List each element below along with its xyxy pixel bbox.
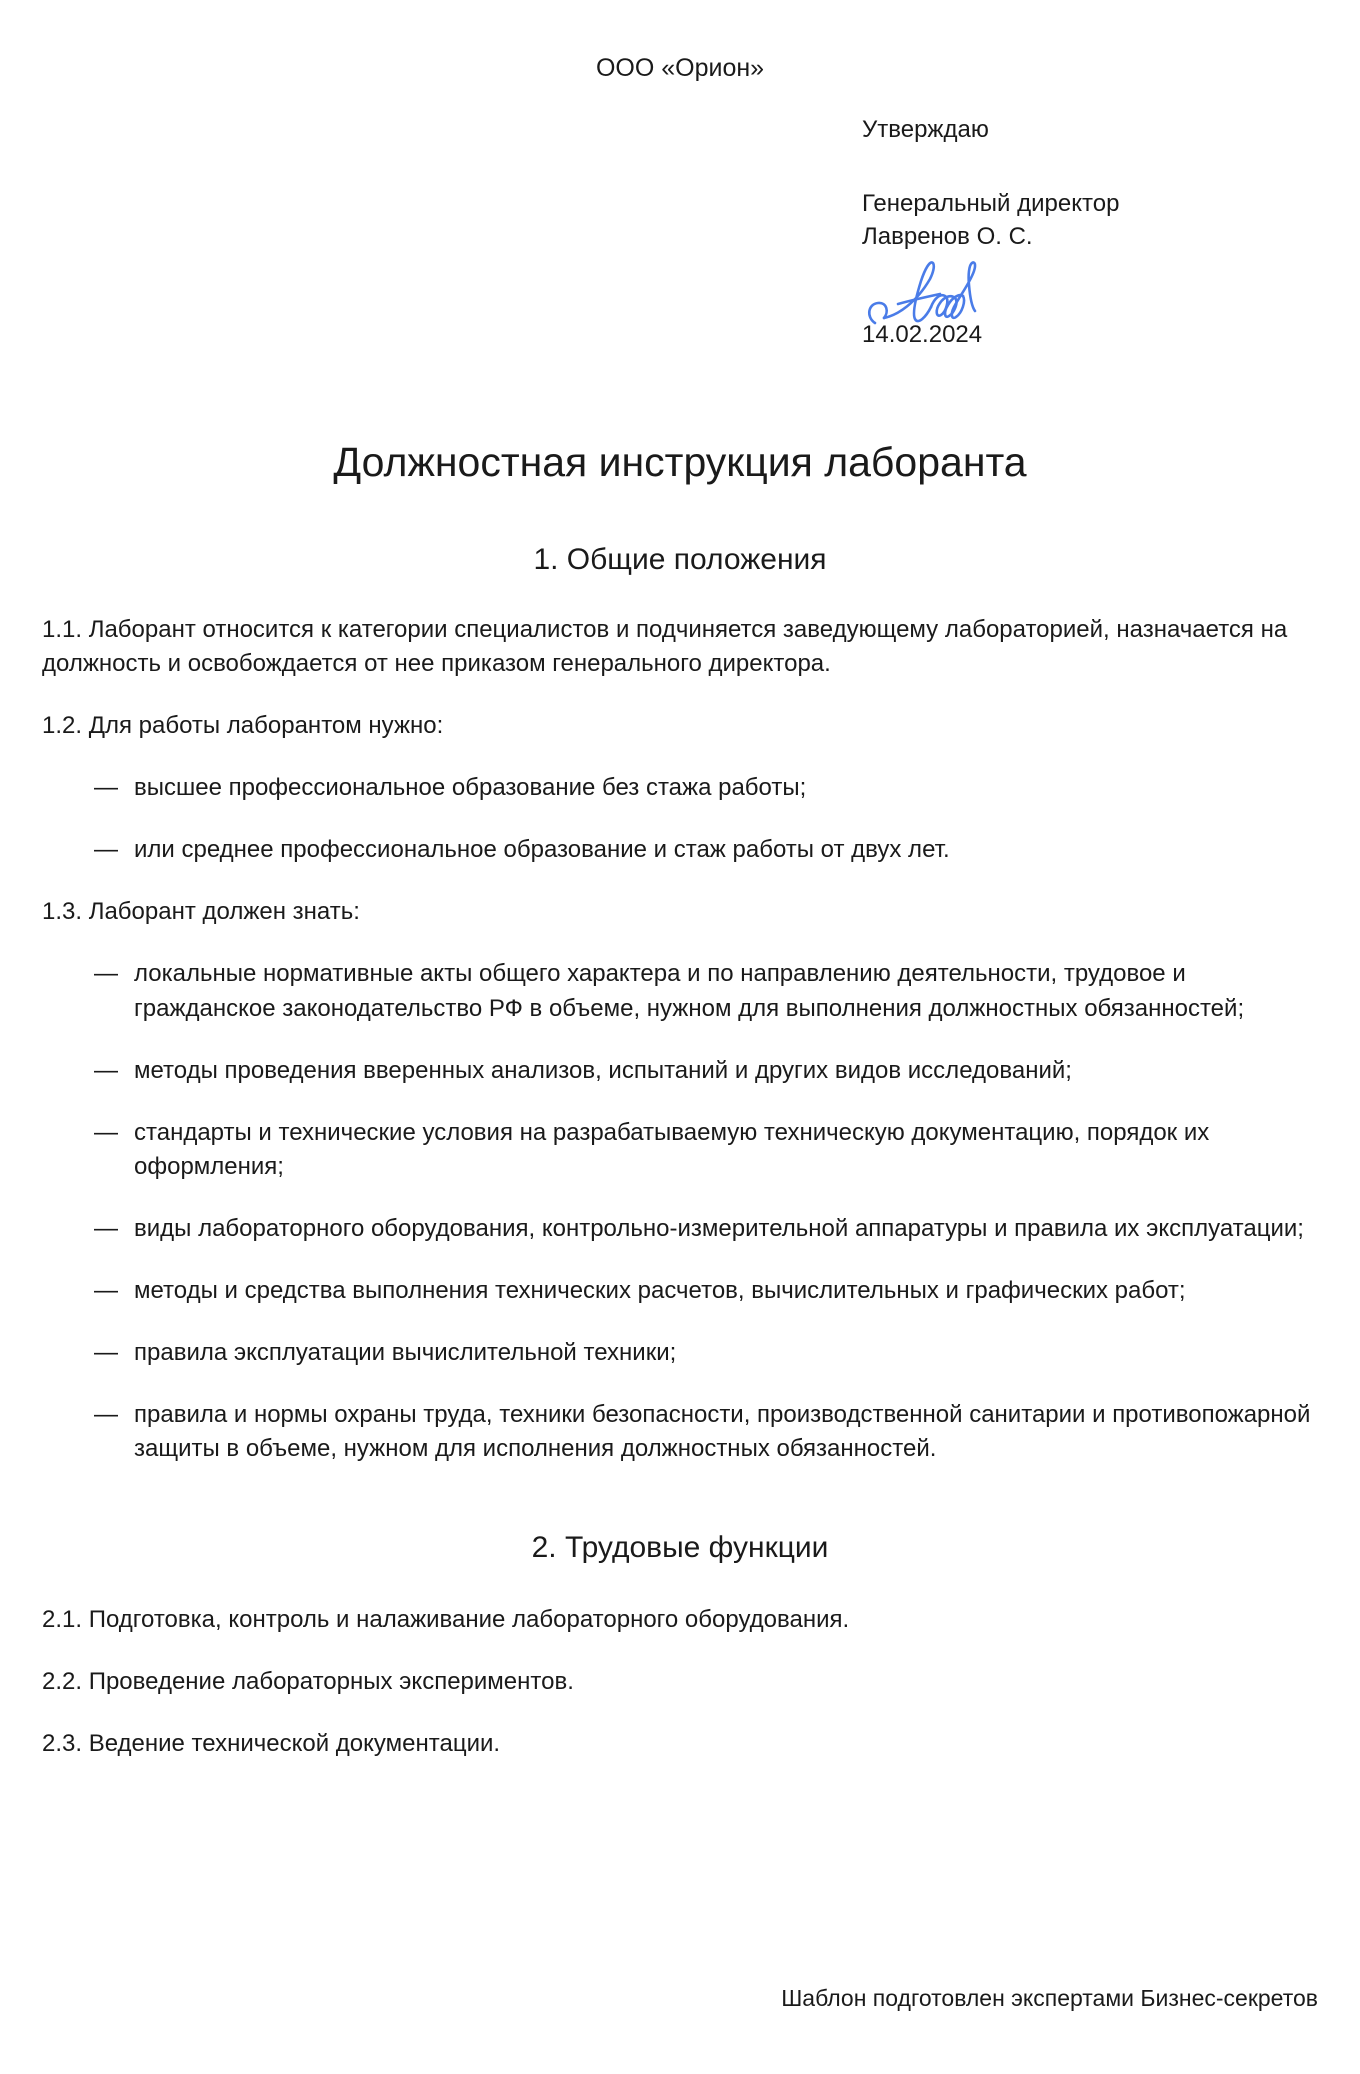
list-item-label: правила и нормы охраны труда, техники безопасности, производственной санитарии и противопожарной защиты в объеме, нужном для исполнения должностных обязанностей. bbox=[134, 1401, 1311, 1463]
approver-name: Лавренов О. С. bbox=[862, 222, 1033, 250]
em-dash-icon: — bbox=[94, 1118, 118, 1146]
em-dash-icon: — bbox=[94, 774, 118, 802]
list-item bbox=[42, 1212, 1318, 1246]
list-item-label: правила эксплуатации вычислительной техники; bbox=[134, 1339, 677, 1367]
list-item bbox=[42, 1336, 1318, 1370]
em-dash-icon: — bbox=[94, 1401, 118, 1429]
signature-area bbox=[862, 257, 1282, 349]
page-title: Должностная инструкция лаборанта bbox=[333, 439, 1027, 485]
list-item-label: методы и средства выполнения технических расчетов, вычислительных и графических работ; bbox=[134, 1276, 1186, 1304]
list-item bbox=[42, 1398, 1318, 1466]
section-heading: 1. Общие положения bbox=[533, 543, 827, 576]
list-item-label: локальные нормативные акты общего характера и по направлению деятельности, трудовое и гражданское законодательство РФ в объеме, нужном для выполнения должностных обязанностей; bbox=[134, 960, 1245, 1022]
list-item-label: методы проведения вверенных анализов, испытаний и других видов исследований; bbox=[134, 1056, 1072, 1084]
em-dash-icon: — bbox=[94, 1056, 118, 1084]
list-item-label: высшее профессиональное образование без стажа работы; bbox=[134, 774, 807, 802]
document-body bbox=[42, 540, 1318, 1761]
list-item-label: виды лабораторного оборудования, контрольно-измерительной аппаратуры и правила их эксплуатации; bbox=[134, 1214, 1304, 1242]
body-paragraph: 1.2. Для работы лаборантом нужно: bbox=[42, 712, 444, 740]
list-item bbox=[42, 833, 1318, 867]
em-dash-icon: — bbox=[94, 1339, 118, 1367]
approval-block bbox=[862, 114, 1282, 349]
list-item bbox=[42, 1054, 1318, 1088]
list-item-label: стандарты и технические условия на разрабатываемую техническую документацию, порядок их оформления; bbox=[134, 1118, 1210, 1180]
em-dash-icon: — bbox=[94, 960, 118, 988]
em-dash-icon: — bbox=[94, 836, 118, 864]
footer-note: Шаблон подготовлен экспертами Бизнес-секретов bbox=[781, 1985, 1318, 2011]
approval-word: Утверждаю bbox=[862, 116, 989, 143]
approval-date: 14.02.2024 bbox=[862, 321, 983, 349]
bullet-list bbox=[42, 771, 1318, 867]
em-dash-icon: — bbox=[94, 1214, 118, 1242]
bullet-list bbox=[42, 957, 1318, 1466]
list-item bbox=[42, 1116, 1318, 1184]
body-paragraph: 2.1. Подготовка, контроль и налаживание лабораторного оборудования. bbox=[42, 1606, 850, 1634]
list-item bbox=[42, 957, 1318, 1025]
organization-name: ООО «Орион» bbox=[595, 54, 765, 82]
body-paragraph: 1.1. Лаборант относится к категории специалистов и подчиняется заведующему лабораторией, назначается на должность и освобождается от нее приказом генерального директора. bbox=[42, 616, 1288, 678]
em-dash-icon: — bbox=[94, 1276, 118, 1304]
list-item bbox=[42, 771, 1318, 805]
approver-role: Генеральный директор bbox=[862, 190, 1120, 218]
body-paragraph: 2.3. Ведение технической документации. bbox=[42, 1730, 501, 1758]
body-paragraph: 2.2. Проведение лабораторных экспериментов. bbox=[42, 1668, 574, 1696]
list-item bbox=[42, 1274, 1318, 1308]
list-item-label: или среднее профессиональное образование и стаж работы от двух лет. bbox=[134, 836, 950, 864]
body-paragraph: 1.3. Лаборант должен знать: bbox=[42, 898, 360, 926]
section-heading: 2. Трудовые функции bbox=[531, 1531, 829, 1565]
